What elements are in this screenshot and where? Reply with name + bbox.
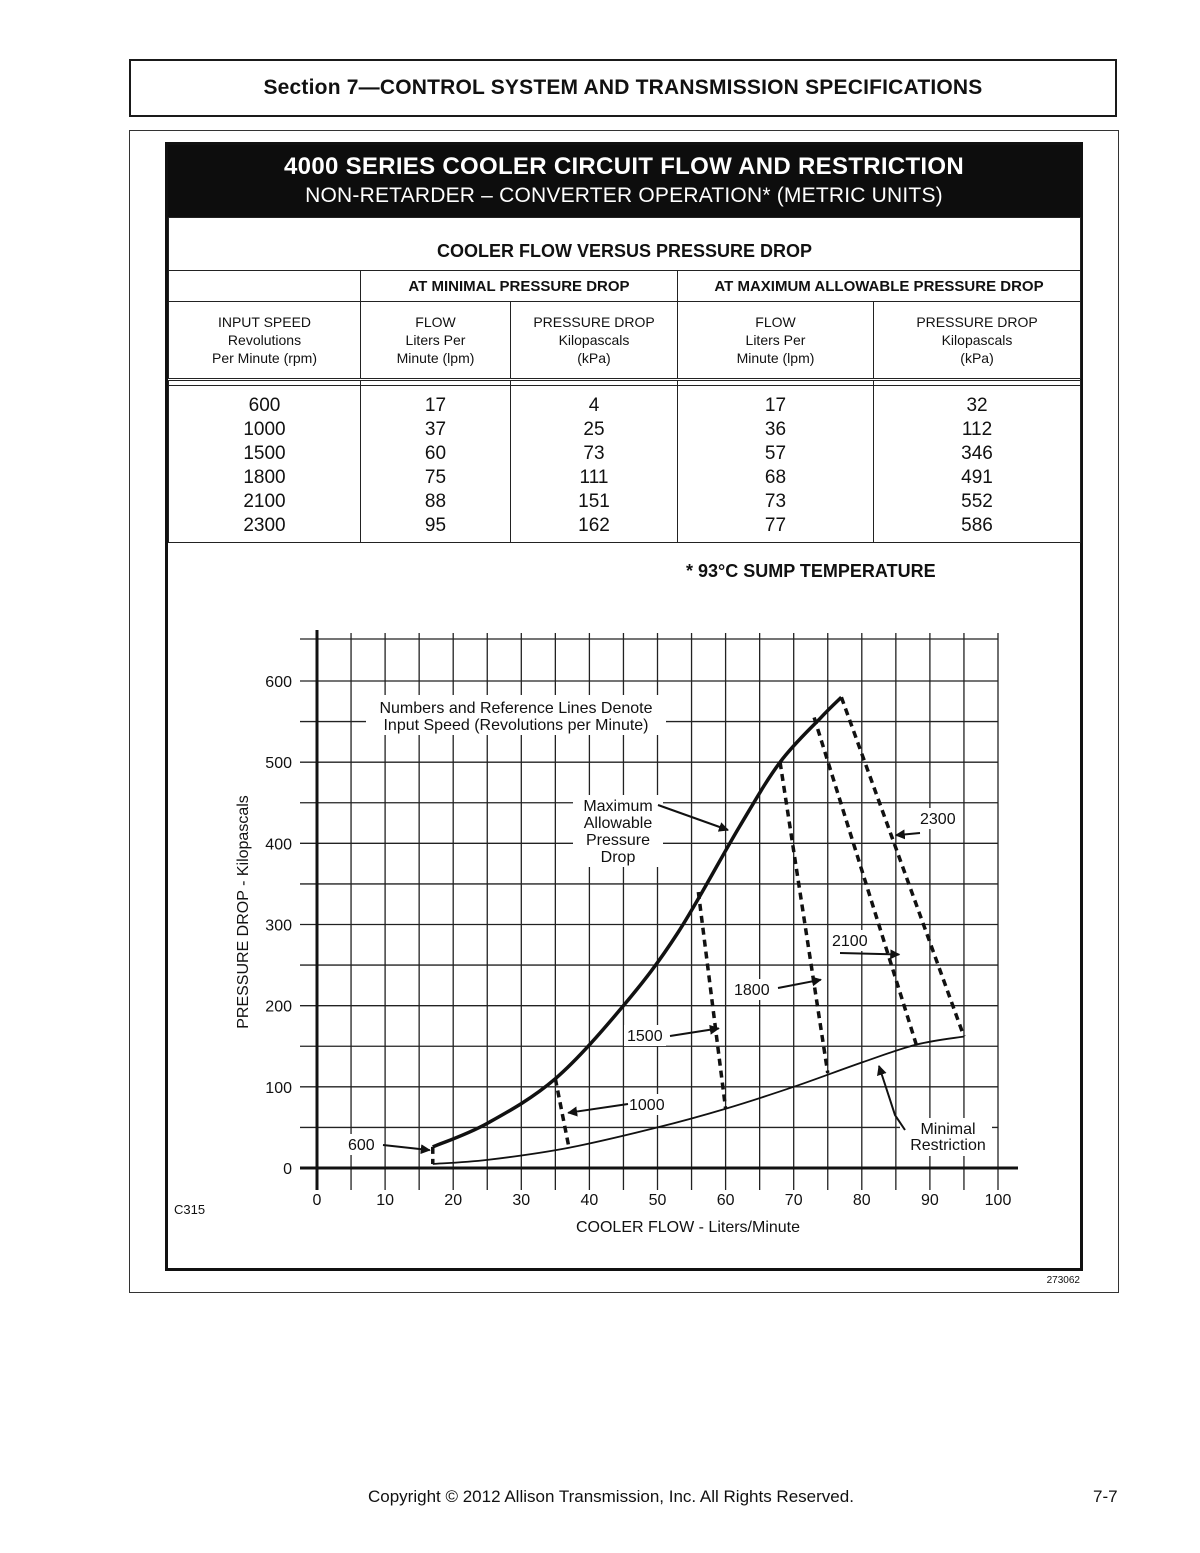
- rpm-arrow-600: [383, 1145, 430, 1150]
- max-curve-label-line: Drop: [600, 849, 636, 866]
- max-curve-label-line: Allowable: [583, 815, 653, 832]
- x-tick-label: 30: [512, 1192, 531, 1209]
- note-line: Numbers and Reference Lines Denote: [379, 700, 653, 717]
- section-header: Section 7—CONTROL SYSTEM AND TRANSMISSION SPECIFICATIONS: [129, 59, 1117, 117]
- y-axis-label: PRESSURE DROP - Kilopascals: [235, 795, 252, 1029]
- input-speed-column: 600 1000 1500 1800 2100 2300: [169, 386, 361, 543]
- table-caption: COOLER FLOW VERSUS PRESSURE DROP: [169, 218, 1081, 271]
- chart-series: [433, 697, 964, 1164]
- rpm-label-600: 600: [348, 1137, 375, 1154]
- sump-temperature-note: * 93°C SUMP TEMPERATURE: [686, 561, 936, 581]
- x-tick-label: 10: [376, 1192, 394, 1209]
- speed-line: [555, 1079, 569, 1148]
- column-header: FLOW Liters Per Minute (lpm): [361, 302, 511, 380]
- rpm-label-1800: 1800: [734, 982, 770, 999]
- y-tick-label: 0: [283, 1161, 292, 1178]
- group-header-min: AT MINIMAL PRESSURE DROP: [361, 271, 678, 302]
- figure-title: 4000 SERIES COOLER CIRCUIT FLOW AND RESTRICTION: [284, 153, 964, 180]
- min-restriction-curve: [433, 1037, 964, 1164]
- rpm-label-2300: 2300: [920, 811, 956, 828]
- x-tick-label: 70: [784, 1192, 803, 1209]
- y-tick-label: 400: [265, 836, 292, 854]
- max-curve-label-line: Maximum: [583, 798, 653, 815]
- rpm-arrow-1500: [670, 1028, 719, 1036]
- max-flow-column: 17 36 57 68 73 77: [678, 386, 874, 543]
- y-tick-label: 300: [265, 917, 292, 935]
- note-line: Input Speed (Revolutions per Minute): [383, 717, 649, 734]
- x-tick-label: 100: [984, 1192, 1012, 1209]
- max-curve-arrow: [658, 805, 728, 830]
- min-pressure-column: 4 25 73 111 151 162: [511, 386, 678, 543]
- figure-subtitle: NON-RETARDER – CONVERTER OPERATION* (METRIC UNITS): [305, 184, 943, 207]
- x-tick-label: 90: [921, 1192, 939, 1209]
- rpm-arrow-1800: [778, 980, 821, 988]
- y-tick-label: 500: [265, 755, 292, 773]
- rpm-arrow-2300: [896, 833, 920, 835]
- figure-id: 273062: [1046, 1275, 1080, 1286]
- rpm-label-1000: 1000: [629, 1097, 665, 1114]
- column-header: PRESSURE DROP Kilopascals (kPa): [874, 302, 1081, 380]
- rpm-label-1500: 1500: [627, 1028, 663, 1045]
- speed-line: [780, 762, 828, 1073]
- min-curve-label-line: Minimal: [920, 1121, 976, 1138]
- copyright-footer: Copyright © 2012 Allison Transmission, Inc. All Rights Reserved.: [368, 1487, 854, 1506]
- x-tick-label: 50: [648, 1192, 667, 1209]
- x-tick-label: 20: [444, 1192, 463, 1209]
- y-tick-label: 600: [265, 674, 292, 691]
- chart-annotations: [174, 695, 1080, 1286]
- rpm-arrow-2100: [840, 953, 899, 955]
- column-header: FLOW Liters Per Minute (lpm): [678, 302, 874, 380]
- chart-speed-lines: [433, 697, 964, 1164]
- x-axis-label: COOLER FLOW - Liters/Minute: [575, 1219, 801, 1236]
- x-tick-label: 60: [716, 1192, 735, 1209]
- x-tick-label: 40: [580, 1192, 599, 1209]
- y-tick-label: 200: [265, 998, 292, 1016]
- column-header: INPUT SPEED Revolutions Per Minute (rpm): [169, 302, 361, 380]
- x-tick-label: 0: [312, 1192, 322, 1209]
- rpm-label-2100: 2100: [832, 933, 868, 950]
- figure-code: C315: [174, 1202, 206, 1217]
- rpm-arrow-1000: [568, 1104, 628, 1113]
- y-tick-label: 100: [265, 1079, 292, 1097]
- group-header-max: AT MAXIMUM ALLOWABLE PRESSURE DROP: [678, 271, 1081, 302]
- x-tick-label: 80: [852, 1192, 871, 1209]
- min-curve-label-line: Restriction: [910, 1137, 986, 1154]
- column-header: PRESSURE DROP Kilopascals (kPa): [511, 302, 678, 380]
- min-flow-column: 17 37 60 75 88 95: [361, 386, 511, 543]
- page-number: 7-7: [1093, 1487, 1118, 1506]
- max-curve-label-line: Pressure: [585, 832, 651, 849]
- max-pressure-column: 32 112 346 491 552 586: [874, 386, 1081, 543]
